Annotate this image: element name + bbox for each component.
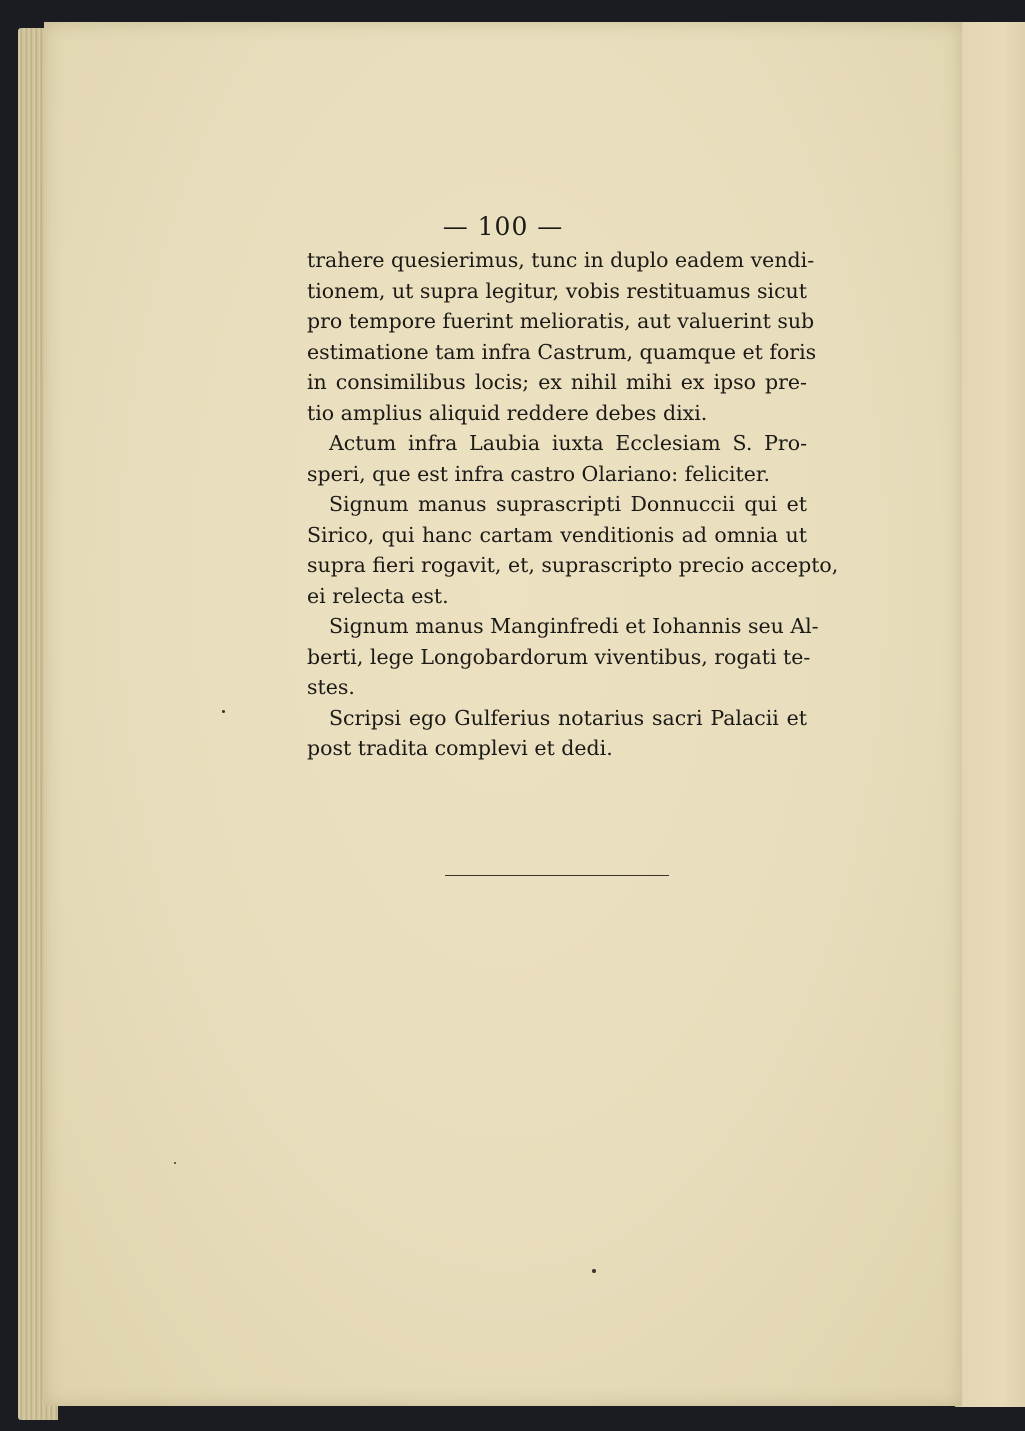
- text-line: Sirico, qui hanc cartam venditionis ad omnia ut: [307, 522, 807, 547]
- ink-speck: [592, 1269, 596, 1273]
- next-page-edge: [955, 22, 1025, 1407]
- page-number: — 100 —: [442, 212, 564, 241]
- text-line: supra fieri rogavit, et, suprascripto precio accepto,: [307, 553, 839, 577]
- paragraph-actum: [307, 428, 807, 489]
- text-line: ei relecta est.: [307, 583, 449, 608]
- text-line: pro tempore fuerint melioratis, aut valuerint sub: [307, 309, 815, 333]
- text-line: Scripsi ego Gulferius notarius sacri Palacii et: [329, 705, 807, 730]
- paragraph-guarantee: [307, 245, 817, 428]
- text-line: estimatione tam infra Castrum, quamque et foris: [307, 339, 817, 364]
- closing-rule: [445, 875, 669, 876]
- text-line: speri, que est infra castro Olariano: feliciter.: [307, 461, 770, 486]
- text-line: berti, lege Longobardorum viventibus, rogati te-: [307, 644, 811, 669]
- text-line: Signum manus suprascripti Donnuccii qui et: [329, 492, 807, 516]
- text-line: Actum infra Laubia iuxta Ecclesiam S. Pro-: [329, 431, 807, 455]
- ink-speck: [174, 1162, 176, 1164]
- text-line: post tradita complevi et dedi.: [307, 736, 613, 760]
- text-line: Signum manus Manginfredi et Iohannis seu Al-: [329, 614, 819, 638]
- ink-speck: [222, 710, 225, 713]
- book-page: [44, 22, 962, 1406]
- text-line: in consimilibus locis; ex nihil mihi ex ipso pre-: [307, 370, 807, 394]
- paragraph-scripsi: [307, 703, 807, 764]
- paragraph-signum-seller: [307, 489, 839, 611]
- body-text: [307, 245, 839, 764]
- text-line: stes.: [307, 675, 355, 699]
- paragraph-signum-witnesses: [307, 611, 819, 703]
- text-line: tionem, ut supra legitur, vobis restituamus sicut: [307, 278, 807, 303]
- text-line: trahere quesierimus, tunc in duplo eadem vendi-: [307, 248, 815, 272]
- text-line: tio amplius aliquid reddere debes dixi.: [307, 400, 708, 425]
